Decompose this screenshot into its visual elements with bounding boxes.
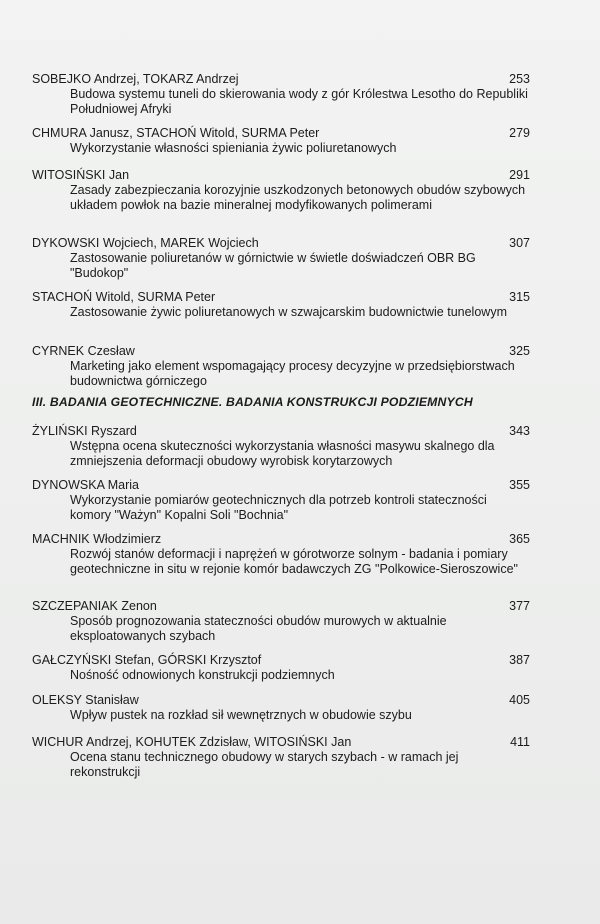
toc-entry [32, 236, 530, 281]
toc-entry-authors: CHMURA Janusz, STACHOŃ Witold, SURMA Peter [32, 126, 320, 140]
toc-entry-title: Wykorzystanie pomiarów geotechnicznych dla potrzeb kontroli stateczności komory "Ważyn" Kopalni Soli "Bochnia" [70, 493, 487, 522]
toc-entry-authors: OLEKSY Stanisław [32, 693, 139, 707]
toc-entry-title: Wstępna ocena skuteczności wykorzystania własności masywu skalnego dla zmniejszenia deformacji obudowy wyrobisk korytarzowych [70, 439, 495, 468]
toc-entry [32, 168, 530, 213]
toc-entry-page: 307 [509, 236, 530, 250]
toc-entry [32, 532, 530, 577]
toc-entry-title: Wykorzystanie własności spieniania żywic poliuretanowych [70, 141, 397, 155]
toc-entry [32, 424, 530, 469]
toc-entry-page: 253 [509, 72, 530, 86]
toc-entry [32, 599, 530, 644]
toc-entry-page: 325 [509, 344, 530, 358]
toc-entry-page: 343 [509, 424, 530, 438]
toc-entry-page: 365 [509, 532, 530, 546]
toc-entry [32, 290, 530, 320]
toc-entry-page: 377 [509, 599, 530, 613]
toc-entry-title: Zasady zabezpieczania korozyjnie uszkodzonych betonowych obudów szybowych układem powłok na bazie mineralnej modyfikowanych polimerami [70, 183, 526, 212]
toc-entry-title: Zastosowanie żywic poliuretanowych w szwajcarskim budownictwie tunelowym [70, 305, 507, 319]
toc-entry-authors: DYNOWSKA Maria [32, 478, 139, 492]
toc-entry-authors: SZCZEPANIAK Zenon [32, 599, 157, 613]
toc-entry [32, 478, 530, 523]
toc-entry-title: Marketing jako element wspomagający procesy decyzyjne w przedsiębiorstwach budownictwa górniczego [70, 359, 515, 388]
toc-entry [32, 126, 530, 156]
toc-entry-title: Rozwój stanów deformacji i naprężeń w górotworze solnym - badania i pomiary geotechniczne in situ w rejonie komór badawczych ZG "Polkowice-Sieroszowice" [70, 547, 518, 576]
toc-entry [32, 72, 530, 117]
toc-entry-authors: WITOSIŃSKI Jan [32, 168, 130, 182]
toc-entry-title: Zastosowanie poliuretanów w górnictwie w świetle doświadczeń OBR BG "Budokop" [70, 251, 476, 280]
toc-entry-authors: CYRNEK Czesław [32, 344, 135, 358]
toc-entry [32, 653, 530, 683]
toc-entry-authors: GAŁCZYŃSKI Stefan, GÓRSKI Krzysztof [32, 653, 262, 667]
toc-entry-authors: WICHUR Andrzej, KOHUTEK Zdzisław, WITOSIŃSKI Jan [32, 735, 352, 749]
toc-entry-title: Budowa systemu tuneli do skierowania wody z gór Królestwa Lesotho do Republiki Południowej Afryki [70, 87, 528, 116]
toc-entry-page: 315 [509, 290, 530, 304]
toc-entry-authors: MACHNIK Włodzimierz [32, 532, 162, 546]
toc-entry-page: 279 [509, 126, 530, 140]
toc-entry-authors: STACHOŃ Witold, SURMA Peter [32, 290, 216, 304]
toc-entry-page: 405 [509, 693, 530, 707]
section-heading: III. BADANIA GEOTECHNICZNE. BADANIA KONSTRUKCJI PODZIEMNYCH [32, 395, 473, 409]
toc-entry-authors: DYKOWSKI Wojciech, MAREK Wojciech [32, 236, 259, 250]
toc-entry-title: Ocena stanu technicznego obudowy w starych szybach - w ramach jej rekonstrukcji [70, 750, 459, 779]
toc-entry-page: 291 [509, 168, 530, 182]
toc-entry-title: Sposób prognozowania stateczności obudów murowych w aktualnie eksploatowanych szybach [70, 614, 447, 643]
toc-entry-page: 411 [510, 735, 530, 749]
toc-entry-title: Nośność odnowionych konstrukcji podziemnych [70, 668, 335, 682]
toc-entry [32, 693, 530, 723]
toc-entry [32, 344, 530, 389]
toc-entry-title: Wpływ pustek na rozkład sił wewnętrznych w obudowie szybu [70, 708, 412, 722]
toc-entry-authors: ŻYLIŃSKI Ryszard [32, 424, 137, 438]
toc-entry [32, 735, 530, 780]
toc-entry-page: 387 [509, 653, 530, 667]
toc-entry-authors: SOBEJKO Andrzej, TOKARZ Andrzej [32, 72, 239, 86]
toc-entry-page: 355 [509, 478, 530, 492]
